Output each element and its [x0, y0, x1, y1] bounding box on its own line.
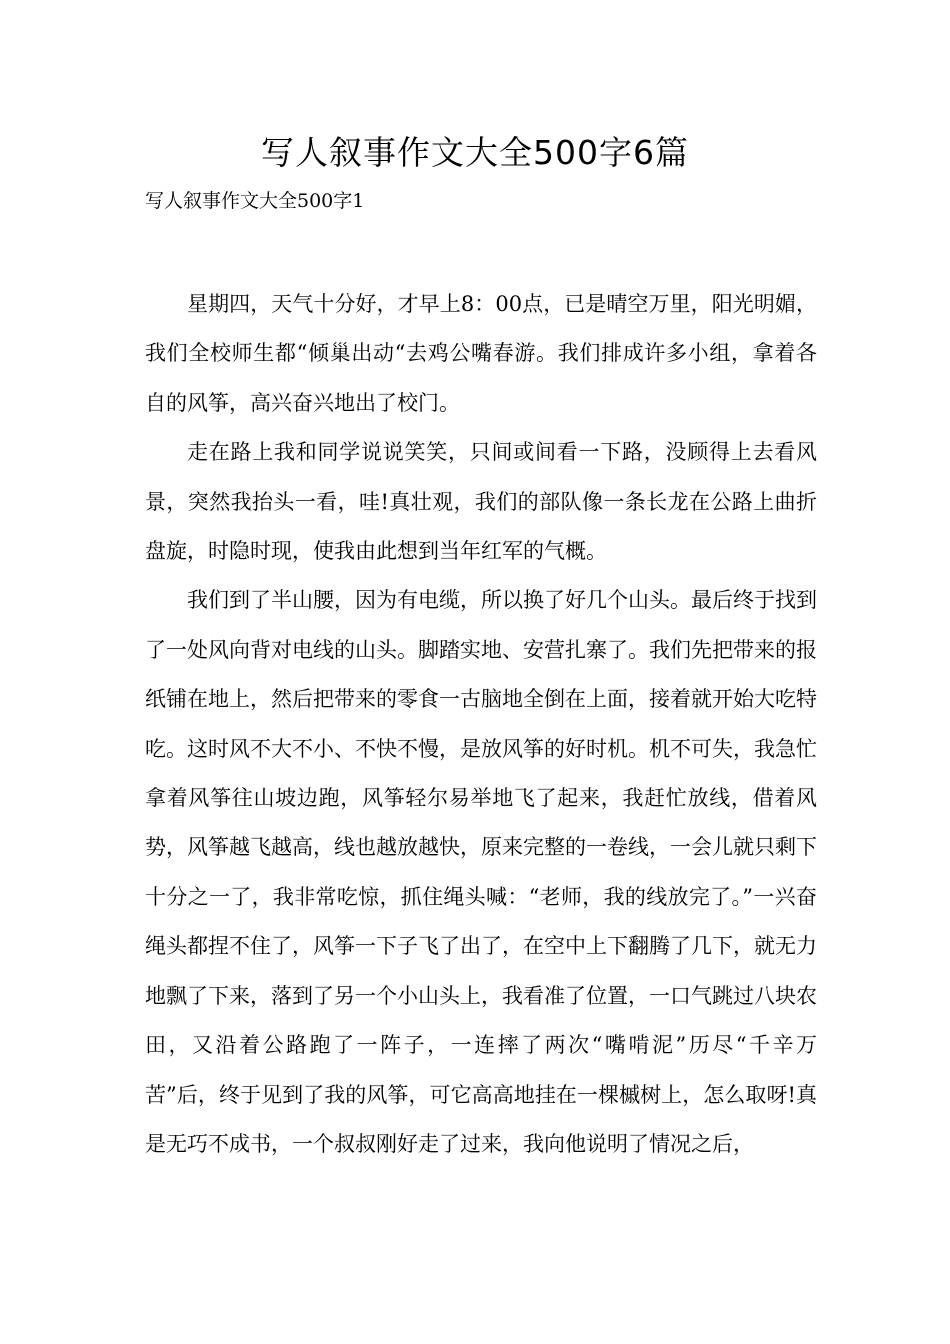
section-heading: 写人叙事作文大全500字1 — [145, 190, 365, 212]
document-body — [145, 280, 817, 1169]
paragraph-3: 我们到了半山腰，因为有电缆，所以换了好几个山头。最后终于找到了一处风向背对电线的山头。脚踏实地、安营扎寨了。我们先把带来的报纸铺在地上，然后把带来的零食一古脑地全倒在上面，接着就开始大吃特吃。这时风不大不小、不快不慢，是放风筝的好时机。机不可失，我急忙拿着风筝往山坡边跑，风筝轻尔易举地飞了起来，我赶忙放线，借着风势，风筝越飞越高，线也越放越快，原来完整的一卷线，一会儿就只剩下十分之一了，我非常吃惊，抓住绳头喊：“老师，我的线放完了。”一兴奋绳头都捏不住了，风筝一下子飞了出了，在空中上下翻腾了几下，就无力地飘了下来，落到了另一个小山头上，我看准了位置，一口气跳过八块农田，又沿着公路跑了一阵子，一连摔了两次“嘴啃泥”历尽“千辛万苦”后，终于见到了我的风筝，可它高高地挂在一棵槭树上，怎么取呀!真是无巧不成书，一个叔叔刚好走了过来，我向他说明了情况之后， — [145, 588, 817, 1156]
document-title: 写人叙事作文大全500字6篇 — [261, 133, 689, 172]
paragraph-1: 星期四，天气十分好，才早上8：00点，已是晴空万里，阳光明媚，我们全校师生都“倾巢出动“去鸡公嘴春游。我们排成许多小组，拿着各自的风筝，高兴奋兴地出了校门。 — [145, 292, 817, 415]
paragraph-2: 走在路上我和同学说说笑笑，只间或间看一下路，没顾得上去看风景，突然我抬头一看，哇!真壮观，我们的部队像一条长龙在公路上曲折盘旋，时隐时现，使我由此想到当年红军的气概。 — [145, 440, 817, 564]
